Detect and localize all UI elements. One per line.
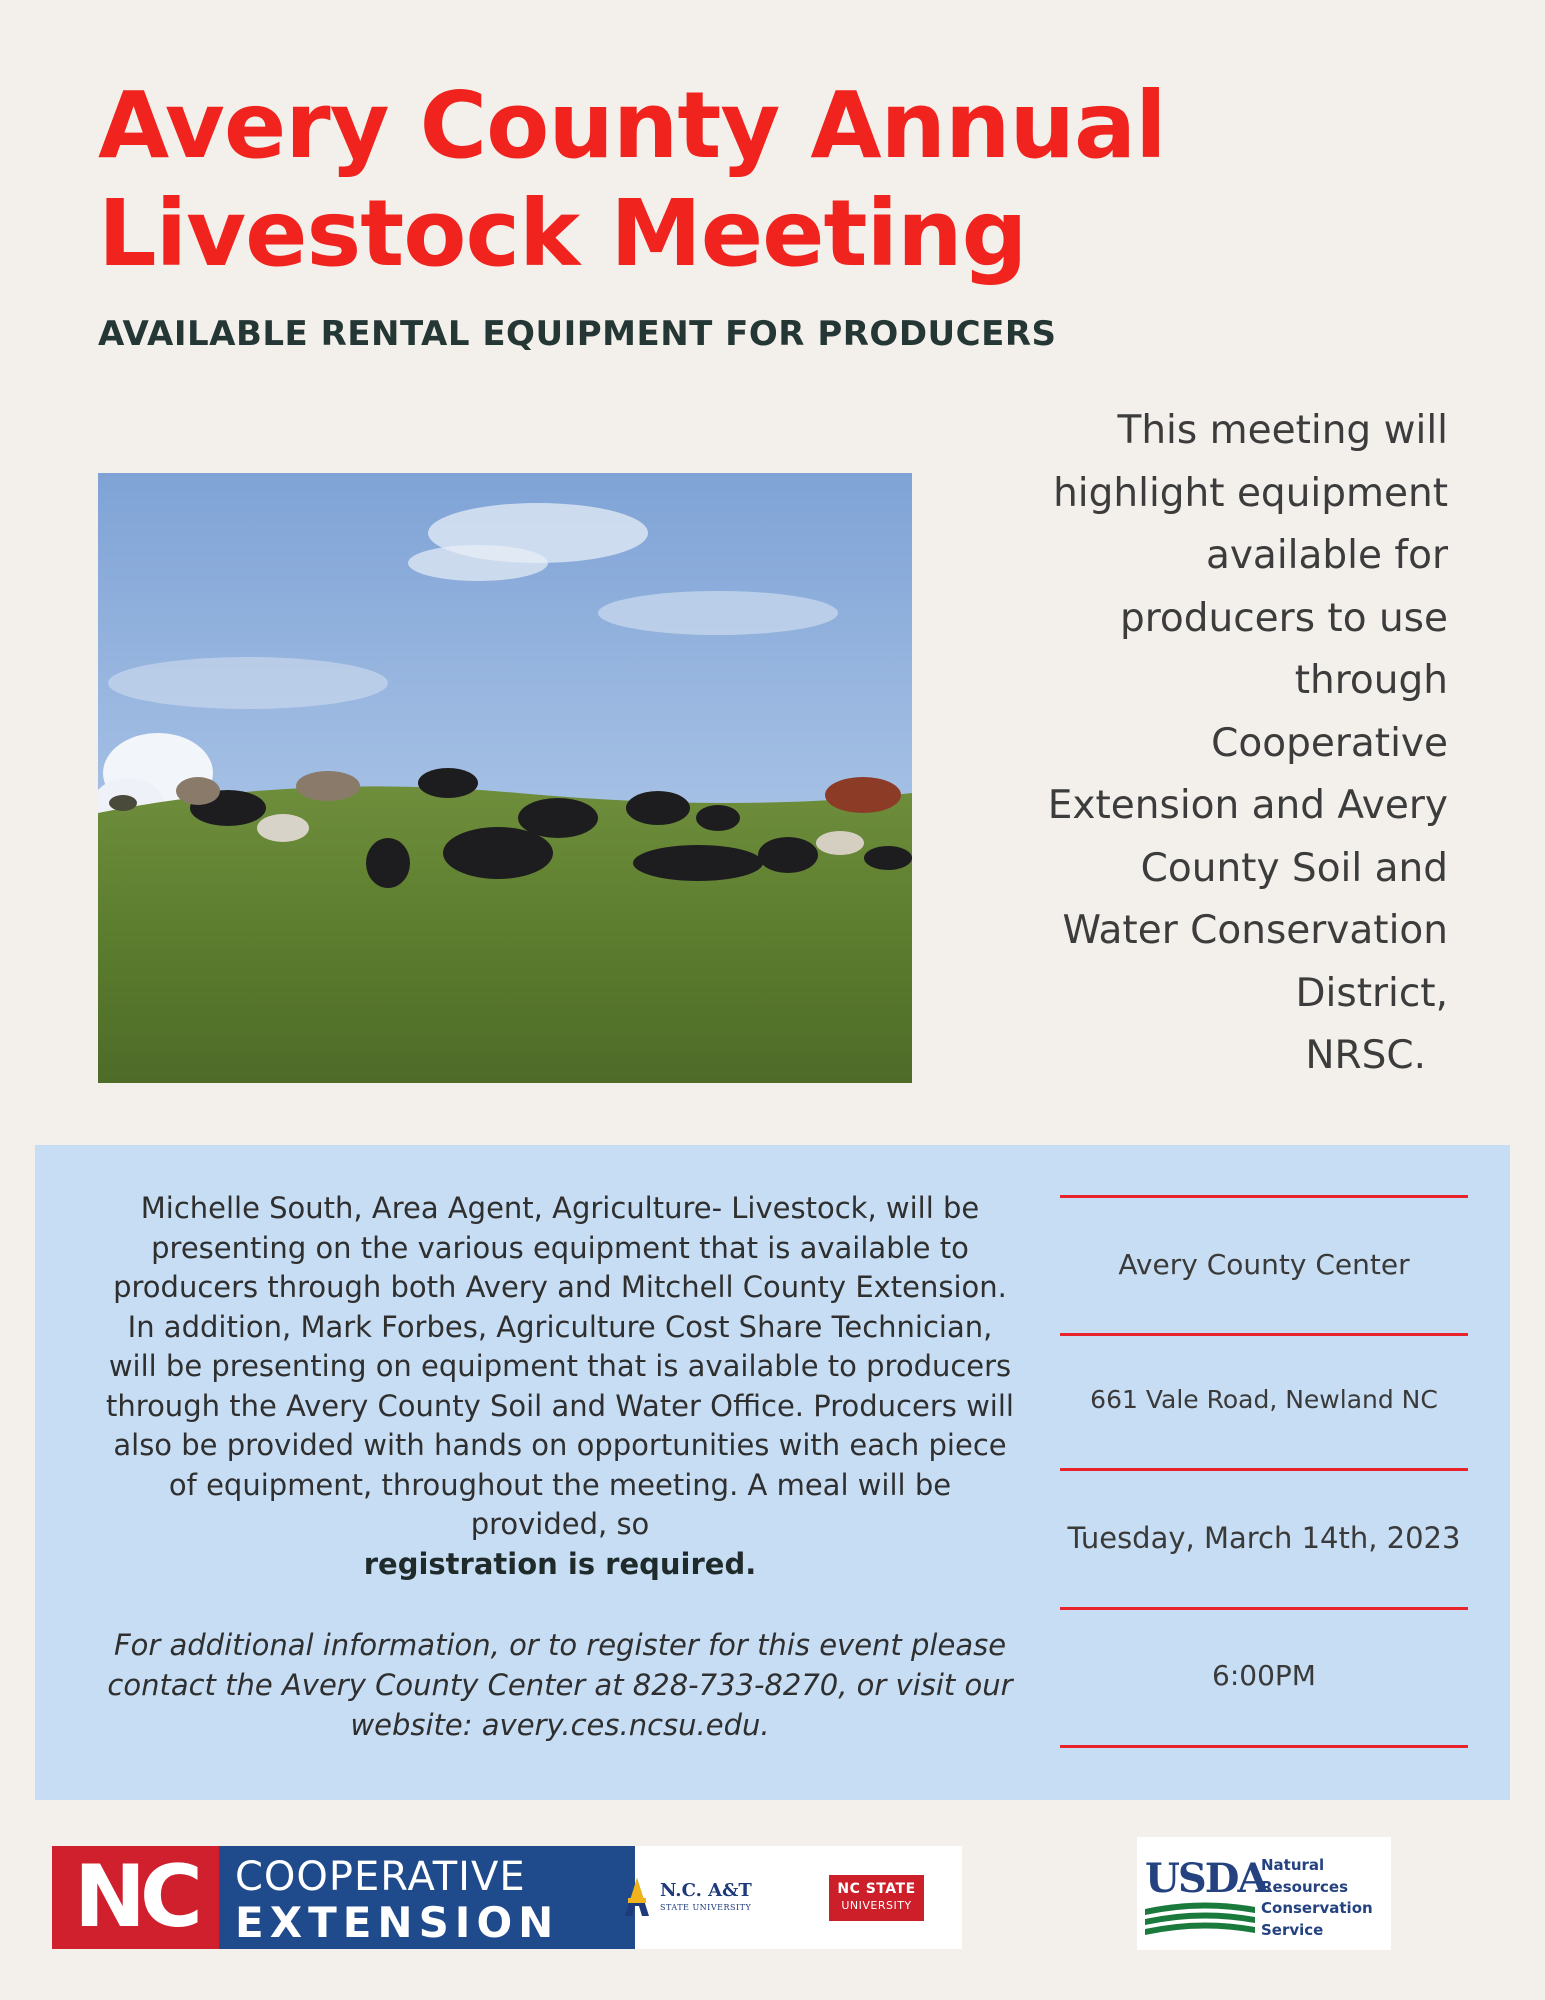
page-title [98, 72, 1298, 288]
intro-line: available for [1205, 533, 1448, 578]
ncstate-line1: NC STATE [837, 1881, 916, 1897]
nc-at-logo [622, 1876, 782, 1922]
cooperative-extension-logo [219, 1846, 635, 1949]
event-location: Avery County Center [1118, 1248, 1410, 1281]
partner-logos [52, 1846, 962, 1949]
intro-line: This meeting will [1117, 408, 1448, 453]
nc-logo: NC [52, 1846, 219, 1949]
event-address: 661 Vale Road, Newland NC [1090, 1385, 1438, 1414]
aggie-a-icon [622, 1876, 652, 1920]
intro-line: Water Conservation [1062, 908, 1448, 953]
contact-info: For additional information, or to register for this event please contact the Avery County Center at 828-733-8270, or visit our website: avery.ces.ncsu.edu. [107, 1628, 1013, 1742]
usda-wordmark: USDA [1145, 1855, 1267, 1902]
divider [1060, 1468, 1468, 1471]
nrcs-text [1261, 1855, 1373, 1941]
divider [1060, 1607, 1468, 1610]
intro-line: District, [1295, 970, 1448, 1016]
aggie-subname: STATE UNIVERSITY [660, 1903, 752, 1912]
intro-line: Cooperative [1211, 720, 1448, 766]
coop-line1: COOPERATIVE [235, 1854, 526, 1900]
intro-line: producers to use [1119, 595, 1448, 641]
usda-landscape-icon [1145, 1899, 1255, 1935]
title-line-1: Avery County Annual [98, 72, 1166, 179]
subtitle: AVAILABLE RENTAL EQUIPMENT FOR PRODUCERS [98, 314, 1057, 354]
event-description [100, 1189, 1020, 1584]
description-body: Michelle South, Area Agent, Agriculture- Livestock, will be presenting on the various equipment that is available to producers through both Avery and Mitchell County Extension. In addition, Mark Forbes, Agriculture Cost Share Technician, will be presenting on equipment that is available to producers through the Avery County Soil and Water Office. Producers will also be provided with hands on opportunities with each piece of equipment, throughout the meeting. A meal will be provided, so [106, 1191, 1014, 1541]
intro-line: County Soil and [1140, 845, 1448, 891]
nrcs-line: Conservation [1261, 1899, 1373, 1917]
aggie-name: N.C. A&T [660, 1880, 752, 1901]
divider [1060, 1333, 1468, 1336]
cattle-photo [98, 473, 912, 1083]
info-panel [35, 1145, 1510, 1800]
divider [1060, 1745, 1468, 1748]
nrcs-line: Natural [1261, 1856, 1325, 1874]
nrcs-line: Resources [1261, 1877, 1349, 1896]
intro-line: highlight equipment [1053, 470, 1448, 516]
intro-line: Extension and Avery [1047, 783, 1448, 828]
intro-line: NRSC. [1305, 1033, 1426, 1078]
nrcs-line: Service [1261, 1920, 1324, 1939]
coop-line2: EXTENSION [235, 1898, 560, 1947]
event-date: Tuesday, March 14th, 2023 [1067, 1521, 1461, 1555]
intro-text [968, 400, 1448, 1088]
registration-required: registration is required. [363, 1546, 757, 1581]
event-time: 6:00PM [1212, 1659, 1316, 1692]
divider [1060, 1195, 1468, 1198]
intro-line: through [1294, 658, 1448, 703]
title-line-2: Livestock Meeting [98, 180, 1027, 287]
usda-nrcs-logo [1137, 1837, 1391, 1950]
nc-state-logo [829, 1875, 924, 1921]
ncstate-line2: UNIVERSITY [841, 1899, 912, 1912]
